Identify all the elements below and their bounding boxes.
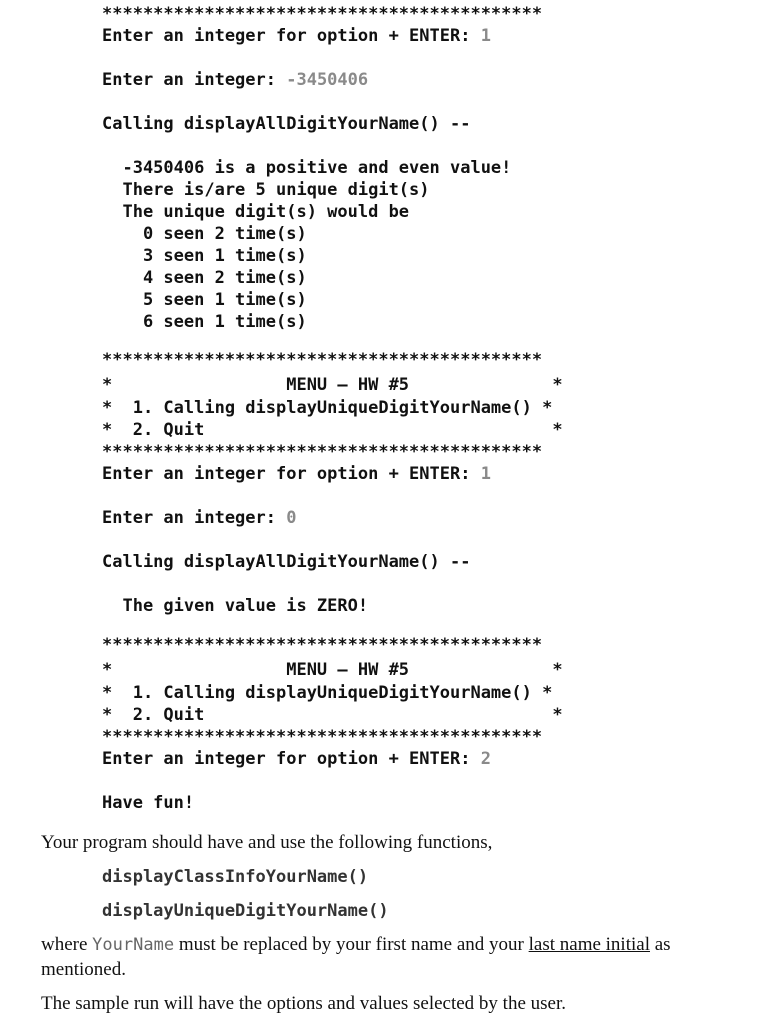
result-line: 5 seen 1 time(s)	[102, 290, 307, 310]
option-prompt: Enter an integer for option + ENTER:	[102, 749, 481, 769]
option-value: 1	[480, 464, 491, 484]
result-line: 3 seen 1 time(s)	[102, 246, 307, 266]
option-value: 2	[480, 749, 491, 769]
option-prompt: Enter an integer for option + ENTER:	[102, 464, 481, 484]
integer-value: -3450406	[286, 70, 369, 90]
result-line: The given value is ZERO!	[102, 596, 369, 616]
integer-value: 0	[286, 508, 297, 528]
mentioned-text: mentioned.	[41, 959, 126, 980]
where-prefix: where	[41, 934, 93, 955]
last-name-initial: last name initial	[528, 934, 650, 955]
farewell-line: Have fun!	[102, 793, 195, 813]
calling-line: Calling displayAllDigitYourName() --	[102, 552, 471, 572]
integer-prompt-line	[102, 69, 368, 91]
result-line: There is/are 5 unique digit(s)	[102, 180, 430, 200]
integer-prompt-line	[102, 507, 296, 529]
menu-item-2: * 2. Quit *	[102, 705, 563, 725]
result-line: 6 seen 1 time(s)	[102, 312, 307, 332]
menu-border: *******************************************	[102, 4, 543, 24]
option-prompt-line	[102, 25, 491, 47]
menu-title: * MENU – HW #5 *	[102, 660, 563, 680]
menu-border: *******************************************	[102, 727, 543, 747]
where-sentence	[41, 934, 671, 956]
menu-border: *******************************************	[102, 350, 543, 370]
where-suffix: as	[649, 934, 671, 955]
function-name: displayClassInfoYourName()	[102, 867, 369, 887]
result-line: -3450406 is a positive and even value!	[102, 158, 512, 178]
menu-item-1: * 1. Calling displayUniqueDigitYourName() *	[102, 683, 553, 703]
result-line: 0 seen 2 time(s)	[102, 224, 307, 244]
option-value: 1	[480, 26, 491, 46]
functions-intro: Your program should have and use the following functions,	[41, 832, 493, 853]
menu-border: *******************************************	[102, 635, 543, 655]
integer-prompt: Enter an integer:	[102, 70, 287, 90]
calling-line: Calling displayAllDigitYourName() --	[102, 114, 471, 134]
menu-border: *******************************************	[102, 442, 543, 462]
menu-item-2: * 2. Quit *	[102, 420, 563, 440]
option-prompt: Enter an integer for option + ENTER:	[102, 26, 481, 46]
option-prompt-line	[102, 463, 491, 485]
result-line: The unique digit(s) would be	[102, 202, 410, 222]
sample-run-note: The sample run will have the options and values selected by the user.	[41, 993, 566, 1014]
yourname-code: YourName	[92, 935, 175, 955]
result-line: 4 seen 2 time(s)	[102, 268, 307, 288]
where-middle: must be replaced by your first name and your	[174, 934, 529, 955]
function-name: displayUniqueDigitYourName()	[102, 901, 389, 921]
integer-prompt: Enter an integer:	[102, 508, 287, 528]
menu-item-1: * 1. Calling displayUniqueDigitYourName() *	[102, 398, 553, 418]
option-prompt-line	[102, 748, 491, 770]
menu-title: * MENU – HW #5 *	[102, 375, 563, 395]
